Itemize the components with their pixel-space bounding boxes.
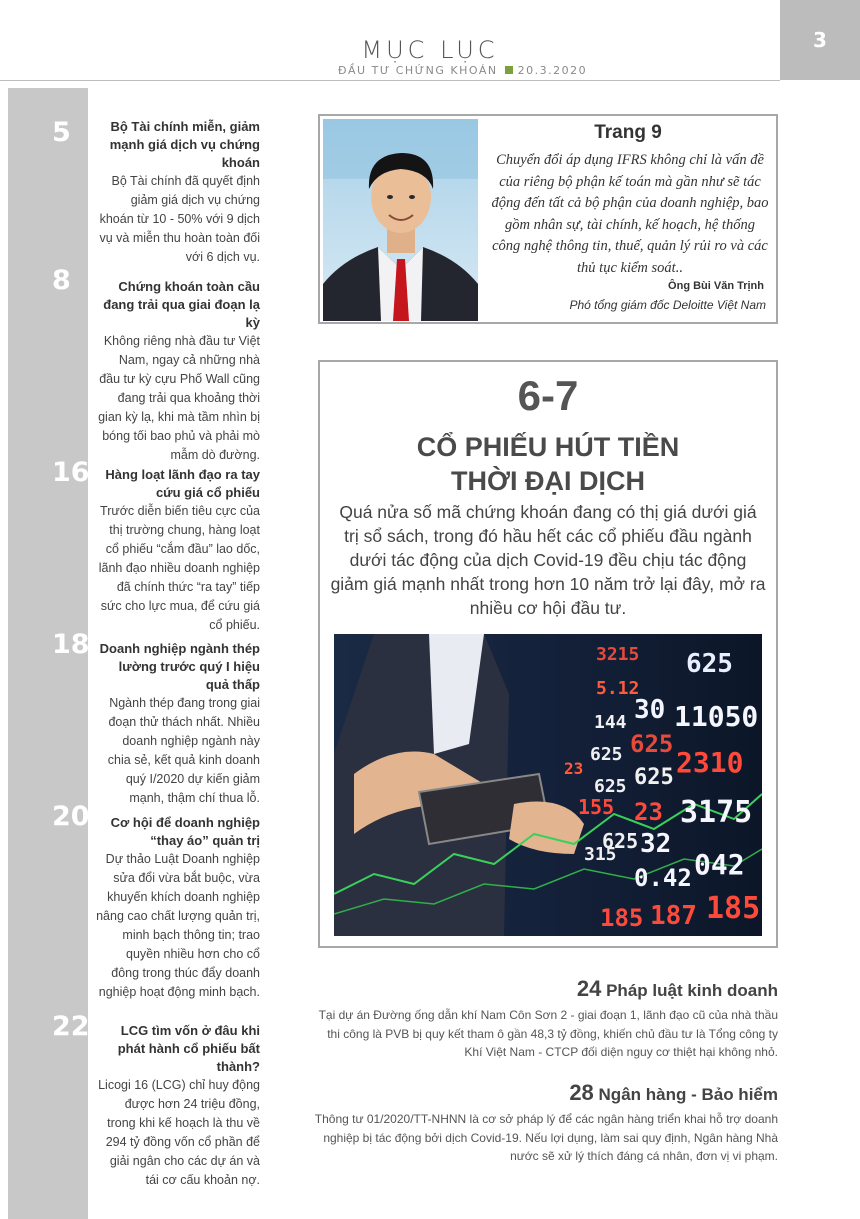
toc-title: Bộ Tài chính miễn, giảm mạnh giá dịch vụ chứng khoán — [109, 119, 260, 170]
stock-board-illustration — [334, 634, 762, 936]
quote-box[interactable] — [318, 114, 778, 324]
section-title — [308, 976, 778, 1002]
quote-text: Chuyển đổi áp dụng IFRS không chỉ là vấn đề của riêng bộ phận kế toán mà gần như sẽ tác động đến tất cả bộ phận của doanh nghiệp, bao gồm nhân sự, tài chính, kế hoạch, hệ thống công nghệ thông tin, thuế, quản lý rủi ro và các thủ tục kiểm soát.. — [491, 152, 769, 276]
toc-desc: Trước diễn biến tiêu cực của thị trường chung, hàng loạt cổ phiếu “cắm đầu” lao dốc, lãnh đạo nhiều doanh nghiệp đã chính thức “ra tay” tiếp sức cho lực mua, để cứu giá cổ phiếu. — [98, 504, 260, 632]
toc-title: Cơ hội để doanh nghiệp “thay áo” quản trị — [110, 815, 260, 848]
ticker-number: 315 — [584, 844, 617, 865]
toc-desc: Licogi 16 (LCG) chỉ huy động được hơn 24 triệu đồng, trong khi kế hoạch là thu về 294 tỷ đồng vốn cổ phần để giải ngân cho các dự án và tái cơ cấu khoản nợ. — [98, 1078, 260, 1187]
toc-title: Hàng loạt lãnh đạo ra tay cứu giá cổ phiếu — [105, 467, 260, 500]
ticker-number: 32 — [640, 829, 672, 859]
ticker-number: 625 — [630, 730, 674, 758]
toc-page-number: 5 — [52, 117, 71, 148]
feature-title — [320, 430, 776, 498]
toc-title: Doanh nghiệp ngành thép lường trước quý I hiệu quả thấp — [99, 641, 260, 692]
feature-page-range: 6-7 — [517, 372, 579, 419]
green-square-icon — [505, 66, 513, 74]
stock-board-photo — [334, 634, 762, 936]
ticker-number: 185 — [600, 904, 644, 932]
feature-title-line2: THỜI ĐẠI DỊCH — [450, 466, 646, 496]
section-page-number: 28 — [569, 1080, 594, 1105]
toc-page-number: 22 — [52, 1011, 90, 1042]
ticker-number: 625 — [686, 649, 733, 679]
section-desc: Thông tư 01/2020/TT-NHNN là cơ sở pháp lý để các ngân hàng triển khai hỗ trợ doanh nghiệp bị tác động bởi dịch Covid-19. Nếu lợi dụng, làm sai quy định, Ngân hàng Nhà nước sẽ xử lý thích đáng cá nhân, đơn vị vi phạm. — [314, 1112, 778, 1163]
toc-title: LCG tìm vốn ở đâu khi phát hành cổ phiếu bất thành? — [117, 1023, 260, 1074]
toc-desc: Bộ Tài chính đã quyết định giảm giá dịch vụ chứng khoán từ 10 - 50% với 9 dịch vụ và miễn thu hoàn toàn đối với 6 dịch vụ. — [99, 174, 260, 264]
toc-page-number: 18 — [52, 629, 90, 660]
feature-title-line1: CỔ PHIẾU HÚT TIỀN — [416, 432, 680, 462]
ticker-number: 0.42 — [634, 864, 692, 892]
ticker-number: 625 — [590, 744, 623, 765]
feature-box[interactable] — [318, 360, 778, 948]
toc-page-number: 16 — [52, 457, 90, 488]
header-divider — [0, 80, 780, 81]
ticker-number: 3175 — [680, 795, 753, 830]
ticker-number: 155 — [578, 795, 615, 819]
feature-description: Quá nửa số mã chứng khoán đang có thị giá dưới giá trị sổ sách, trong đó hầu hết các cổ phiếu đầu ngành dưới tác động của dịch Covid-19 đều chịu tác động giảm giá mạnh nhất trong hơn 10 năm trở lại đây, mở ra nhiều cơ hội đầu tư. — [330, 502, 766, 618]
ticker-number: 144 — [594, 712, 627, 733]
ticker-number: 625 — [634, 765, 674, 790]
ticker-number: 5.12 — [596, 678, 640, 699]
portrait-illustration — [323, 119, 478, 321]
toc-item-22[interactable] — [0, 1011, 270, 1190]
toc-title: Chứng khoán toàn cầu đang trải qua giai đoạn lạ kỳ — [103, 279, 260, 330]
ticker-number: 3215 — [596, 644, 640, 665]
toc-page-number: 20 — [52, 801, 90, 832]
quote-role: Phó tổng giám đốc Deloitte Việt Nam — [569, 298, 766, 312]
quote-title: Trang 9 — [594, 122, 662, 143]
portrait-photo — [323, 119, 478, 321]
issue-date: 20.3.2020 — [517, 64, 588, 77]
page-title: MỤC LỤC — [361, 36, 499, 64]
toc-item-5[interactable] — [0, 118, 270, 267]
section-28[interactable] — [308, 1080, 778, 1166]
toc-desc: Ngành thép đang trong giai đoạn thử thách nhất. Nhiều doanh nghiệp ngành này chia sẻ, kết quả kinh doanh quý I/2020 dự kiến giảm mạnh, thậm chí thua lỗ. — [107, 696, 260, 805]
ticker-number: 2310 — [676, 746, 744, 779]
ticker-number: 185 — [706, 891, 761, 926]
toc-item-16[interactable] — [0, 457, 270, 635]
ticker-number: 23 — [564, 759, 584, 778]
toc-desc: Dự thảo Luật Doanh nghiệp sửa đổi vừa bắt buộc, vừa khuyến khích doanh nghiệp nâng cao chất lượng quản trị, minh bạch thông tin; trao quyền nhiều hơn cho cổ đông trong thúc đẩy doanh nghiệp hoạt động minh bạch. — [96, 852, 260, 999]
page-number: 3 — [780, 0, 860, 80]
toc-desc: Không riêng nhà đầu tư Việt Nam, ngay cả những nhà đầu tư kỳ cựu Phố Wall cũng đang trải qua khoảng thời gian kỳ lạ, khi mà tầm nhìn bị bóng tối bao phủ và phải mò mẫm dò đường. — [98, 334, 260, 462]
ticker-number: 187 — [650, 901, 697, 931]
ticker-number: 11050 — [674, 700, 759, 733]
section-desc: Tại dự án Đường ống dẫn khí Nam Côn Sơn 2 - giai đoạn 1, lãnh đạo cũ của nhà thầu thi công là PVB bị quy kết tham ô gần 48,3 tỷ đồng, khiến chủ đầu tư là Tổng công ty Khí Việt Nam - CTCP đối diện nguy cơ thiệt hại không nhỏ. — [318, 1008, 778, 1059]
ticker-number: 625 — [594, 776, 627, 797]
section-title — [308, 1080, 778, 1106]
publication-name: ĐẦU TƯ CHỨNG KHOÁN — [338, 64, 498, 77]
toc-item-20[interactable] — [0, 801, 270, 1002]
toc-page-number: 8 — [52, 265, 71, 296]
quote-author: Ông Bùi Văn Trịnh — [668, 280, 764, 292]
toc-item-8[interactable] — [0, 265, 270, 465]
ticker-number: 625 — [602, 829, 639, 853]
ticker-number: 30 — [634, 695, 666, 725]
publication-line — [338, 64, 587, 77]
toc-item-18[interactable] — [0, 629, 270, 808]
ticker-number: 042 — [694, 848, 745, 881]
section-24[interactable] — [308, 976, 778, 1062]
section-title-text: Ngân hàng - Bảo hiểm — [598, 1085, 778, 1104]
section-title-text: Pháp luật kinh doanh — [606, 981, 778, 1000]
section-page-number: 24 — [576, 976, 602, 1001]
ticker-number: 23 — [634, 798, 663, 826]
